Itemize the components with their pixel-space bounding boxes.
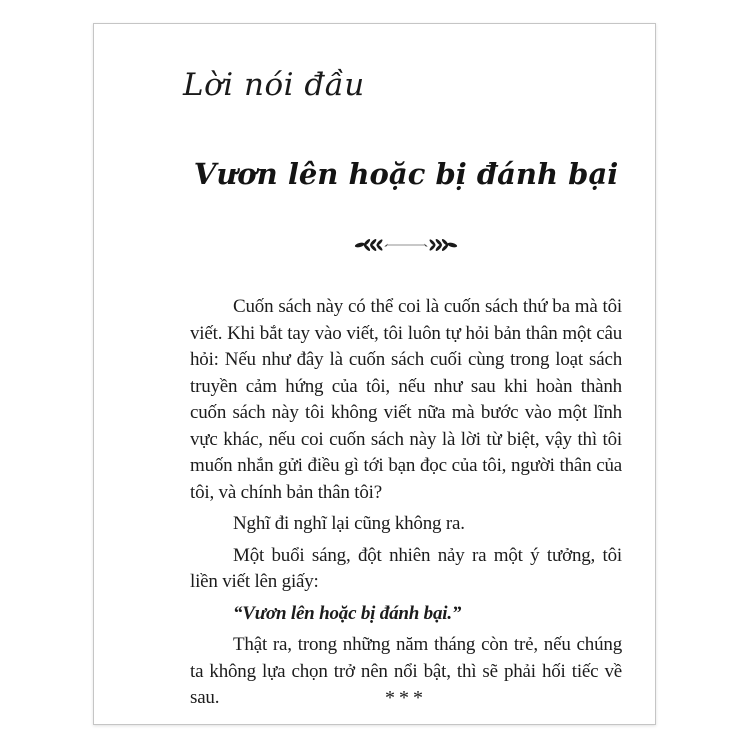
- preface-heading: Lời nói đầu: [183, 67, 365, 103]
- section-break-asterisks: ***: [385, 687, 427, 709]
- paragraph: Thật ra, trong những năm tháng còn trẻ, nếu chúng ta không lựa chọn trở nên nổi bật, thì sẽ phải hối tiếc về sau.: [190, 634, 622, 708]
- book-page: [93, 23, 656, 725]
- divider: [190, 238, 622, 256]
- paragraph: Một buổi sáng, đột nhiên nảy ra một ý tưởng, tôi liền viết lên giấy:: [190, 544, 622, 592]
- laurel-divider-icon: [353, 238, 459, 252]
- quote-paragraph: “Vươn lên hoặc bị đánh bại.”: [233, 602, 462, 624]
- paragraph: Cuốn sách này có thể coi là cuốn sách thứ ba mà tôi viết. Khi bắt tay vào viết, tôi luôn tự hỏi bản thân một câu hỏi: Nếu như đây là cuốn sách cuối cùng trong loạt sách truyền cảm hứng của tôi, nếu như sau khi hoàn thành cuốn sách này tôi không viết nữa mà bước vào một lĩnh vực khác, nếu coi cuốn sách này là lời từ biệt, vậy thì tôi muốn nhắn gửi điều gì tới bạn đọc của tôi, người thân của tôi, và chính bản thân tôi?: [190, 296, 622, 503]
- body-text: [190, 294, 622, 712]
- chapter-title: Vươn lên hoặc bị đánh bại: [193, 157, 619, 191]
- paragraph: Nghĩ đi nghĩ lại cũng không ra.: [233, 513, 465, 534]
